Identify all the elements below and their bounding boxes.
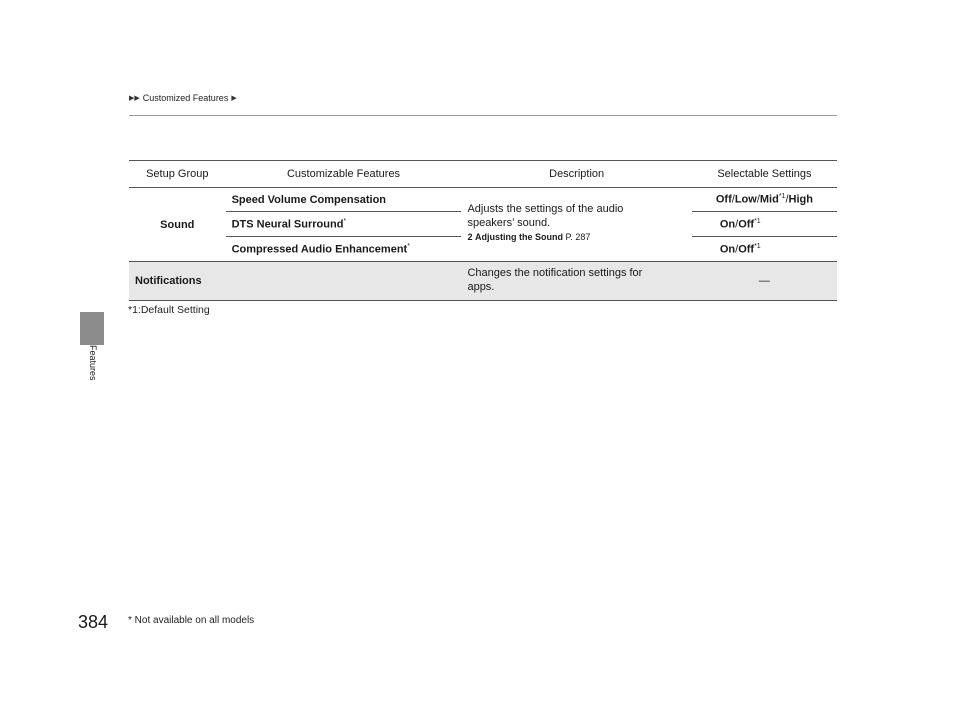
feature-name — [226, 262, 462, 301]
page-footnote: * Not available on all models — [128, 615, 255, 626]
table-footnote: *1:Default Setting — [128, 304, 210, 316]
page-number: 384 — [78, 612, 109, 632]
breadcrumb — [129, 93, 237, 103]
notifications-description — [461, 262, 691, 301]
table-row — [129, 262, 837, 301]
header-rule — [129, 115, 837, 116]
triangle-right-icon: ▶▶ — [129, 95, 140, 102]
column-header: Customizable Features — [226, 161, 462, 188]
table-row — [129, 188, 837, 212]
setting-option: Low — [734, 193, 757, 206]
section-label: Features — [88, 345, 98, 381]
setting-option: On — [719, 243, 736, 256]
setup-group-notifications: Notifications — [129, 262, 226, 301]
setting-separator: / — [756, 193, 760, 206]
setting-separator: / — [735, 243, 739, 256]
column-header: Selectable Settings — [692, 161, 837, 188]
feature-label: DTS Neural Surround — [231, 218, 344, 231]
setting-option: Mid — [759, 193, 779, 206]
feature-name — [226, 237, 462, 262]
column-header: Setup Group — [129, 161, 226, 188]
feature-name — [226, 212, 462, 237]
setting-option: Off — [715, 193, 732, 206]
setting-separator: / — [731, 193, 735, 206]
cross-reference — [467, 232, 685, 244]
setting-option: High — [788, 193, 813, 206]
feature-label: Compressed Audio Enhancement — [231, 243, 408, 256]
triangle-right-icon: ▶ — [231, 95, 237, 102]
selectable-settings: — — [692, 262, 837, 301]
setting-option: Off — [738, 243, 755, 256]
selectable-settings — [692, 237, 837, 262]
default-note: *1 — [778, 193, 786, 201]
availability-note: * — [407, 242, 410, 250]
default-note: *1 — [754, 217, 761, 225]
sound-description — [461, 188, 691, 262]
xref-arrow-icon: 2 — [467, 231, 473, 242]
selectable-settings — [692, 188, 837, 212]
description-line: Changes the notification settings for — [467, 267, 643, 280]
setting-separator: / — [785, 193, 789, 206]
xref-page: P. 287 — [565, 231, 591, 242]
breadcrumb-label: Customized Features — [142, 93, 229, 103]
table-header-row — [129, 161, 837, 188]
column-header: Description — [461, 161, 691, 188]
xref-title: Adjusting the Sound — [474, 231, 563, 242]
feature-label: Speed Volume Compensation — [231, 193, 387, 206]
default-note: *1 — [754, 242, 761, 250]
description-line: Adjusts the settings of the audio — [467, 203, 624, 215]
setup-group-sound: Sound — [129, 188, 226, 262]
setting-option: Off — [738, 218, 755, 231]
description-line: speakers’ sound. — [467, 217, 551, 230]
section-tab — [80, 312, 104, 345]
setting-separator: / — [735, 218, 739, 231]
description-line: apps. — [467, 281, 495, 293]
setting-option: On — [719, 218, 736, 231]
availability-note: * — [343, 217, 347, 225]
feature-name — [226, 188, 462, 212]
selectable-settings — [692, 212, 837, 237]
settings-table — [129, 160, 837, 301]
